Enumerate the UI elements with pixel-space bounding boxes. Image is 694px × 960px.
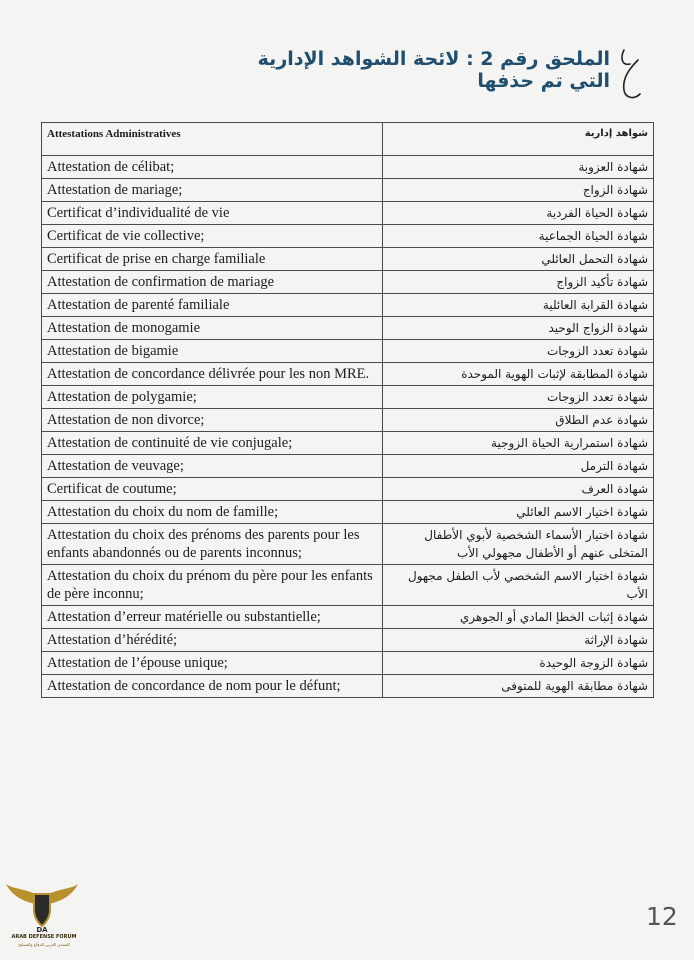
table-row (42, 501, 654, 524)
certificate-arabic: شهادة الزواج (383, 179, 654, 202)
certificate-french: Certificat de vie collective; (42, 225, 383, 248)
table-row (42, 363, 654, 386)
certificate-french: Certificat d’individualité de vie (42, 202, 383, 225)
certificate-french: Attestation de continuité de vie conjugale; (42, 432, 383, 455)
certificate-arabic: شهادة اختيار الاسم الشخصي لأب الطفل مجهول الأب (383, 565, 654, 606)
certificate-french: Attestation de veuvage; (42, 455, 383, 478)
table-row (42, 629, 654, 652)
table-row (42, 202, 654, 225)
table-row (42, 652, 654, 675)
certificates-table (41, 122, 654, 698)
table-row (42, 271, 654, 294)
certificate-french: Certificat de coutume; (42, 478, 383, 501)
table-row (42, 179, 654, 202)
table-row (42, 156, 654, 179)
certificate-arabic: شهادة المطابقة لإثبات الهوية الموحدة (383, 363, 654, 386)
certificate-arabic: شهادة الزوجة الوحيدة (383, 652, 654, 675)
certificate-french: Attestation de concordance délivrée pour les non MRE. (42, 363, 383, 386)
certificate-french: Attestation du choix du prénom du père pour les enfants de père inconnu; (42, 565, 383, 606)
certificate-french: Attestation de parenté familiale (42, 294, 383, 317)
certificate-french: Attestation de polygamie; (42, 386, 383, 409)
certificate-arabic: شهادة تعدد الزوجات (383, 386, 654, 409)
certificate-french: Attestation de célibat; (42, 156, 383, 179)
forum-name-ar: المنتدى العربي للدفاع والتسليح (18, 942, 70, 947)
certificate-arabic: شهادة إثبات الخطإ المادي أو الجوهري (383, 606, 654, 629)
certificate-french: Attestation d’hérédité; (42, 629, 383, 652)
certificate-french: Attestation d’erreur matérielle ou substantielle; (42, 606, 383, 629)
certificate-french: Attestation de non divorce; (42, 409, 383, 432)
annex-heading: الملحق رقم 2 : لائحة الشواهد الإدارية التي تم حذفها (257, 48, 610, 92)
table-row (42, 386, 654, 409)
certificate-french: Attestation de l’épouse unique; (42, 652, 383, 675)
certificate-arabic: شهادة الحياة الجماعية (383, 225, 654, 248)
table-row (42, 524, 654, 565)
certificate-french: Attestation de confirmation de mariage (42, 271, 383, 294)
certificate-arabic: شهادة استمرارية الحياة الزوجية (383, 432, 654, 455)
certificate-arabic: شهادة الترمل (383, 455, 654, 478)
certificate-arabic: شهادة التحمل العائلي (383, 248, 654, 271)
certificate-arabic: شهادة مطابقة الهوية للمتوفى (383, 675, 654, 698)
table-row (42, 455, 654, 478)
forum-logo-icon (4, 880, 80, 936)
forum-name-en: ARAB DEFENSE FORUM (11, 934, 77, 940)
certificate-french: Attestation de monogamie (42, 317, 383, 340)
table-row (42, 294, 654, 317)
certificate-french: Attestation de mariage; (42, 179, 383, 202)
svg-text:DA: DA (36, 926, 48, 934)
certificate-french: Certificat de prise en charge familiale (42, 248, 383, 271)
certificate-arabic: شهادة تعدد الزوجات (383, 340, 654, 363)
page-number: 12 (646, 902, 678, 931)
certificate-french: Attestation de concordance de nom pour le défunt; (42, 675, 383, 698)
table-header-row (42, 123, 654, 156)
table-row (42, 606, 654, 629)
certificate-arabic: شهادة الزواج الوحيد (383, 317, 654, 340)
certificate-arabic: شهادة القرابة العائلية (383, 294, 654, 317)
certificate-french: Attestation de bigamie (42, 340, 383, 363)
table-row (42, 675, 654, 698)
table-row (42, 565, 654, 606)
table-row (42, 340, 654, 363)
certificate-french: Attestation du choix du nom de famille; (42, 501, 383, 524)
table-row (42, 478, 654, 501)
header-french: Attestations Administratives (42, 123, 383, 156)
table-row (42, 225, 654, 248)
table-row (42, 409, 654, 432)
certificate-arabic: شهادة اختيار الأسماء الشخصية لأبوي الأطفال المتخلى عنهم أو الأطفال مجهولي الأب (383, 524, 654, 565)
certificate-arabic: شهادة الحياة الفردية (383, 202, 654, 225)
certificate-arabic: شهادة العزوبة (383, 156, 654, 179)
certificate-arabic: شهادة تأكيد الزواج (383, 271, 654, 294)
table-row (42, 317, 654, 340)
certificate-arabic: شهادة عدم الطلاق (383, 409, 654, 432)
table-body (42, 156, 654, 698)
certificate-french: Attestation du choix des prénoms des parents pour les enfants abandonnés ou de parents inconnus; (42, 524, 383, 565)
handwritten-mark (616, 44, 646, 104)
header-arabic: شواهد إدارية (383, 123, 654, 156)
table-row (42, 432, 654, 455)
certificate-arabic: شهادة اختيار الاسم العائلي (383, 501, 654, 524)
certificate-arabic: شهادة العرف (383, 478, 654, 501)
certificate-arabic: شهادة الإراثة (383, 629, 654, 652)
table-row (42, 248, 654, 271)
